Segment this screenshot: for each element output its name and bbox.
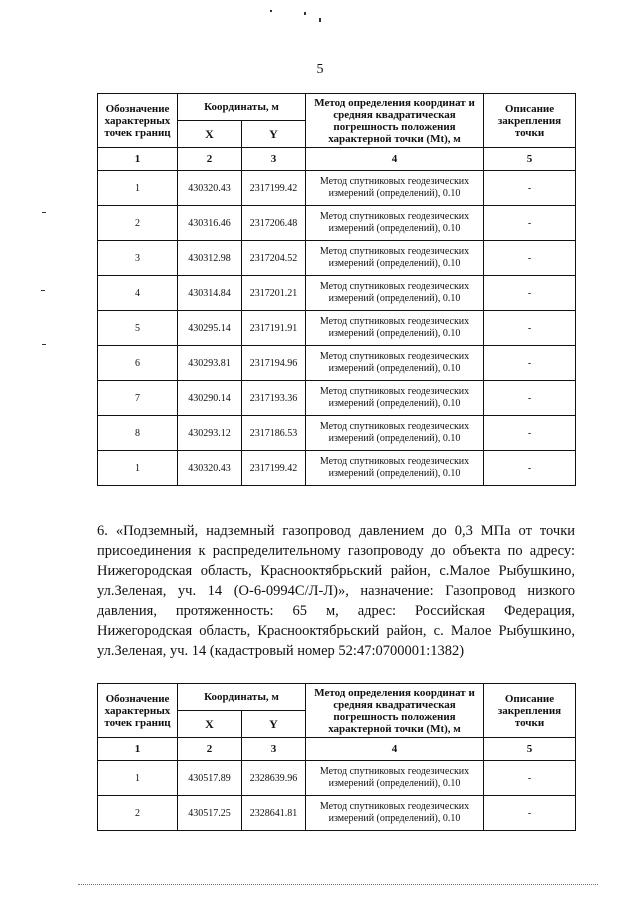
y-coordinate: 2317186.53 (242, 416, 306, 451)
y-coordinate: 2317199.42 (242, 451, 306, 486)
point-number: 1 (98, 171, 178, 206)
x-coordinate: 430316.46 (178, 206, 242, 241)
point-number: 2 (98, 796, 178, 831)
table-row (98, 241, 576, 276)
point-number: 3 (98, 241, 178, 276)
method-text: Метод спутниковых геодезических измерений (определений), 0.10 (306, 346, 484, 381)
column-number: 1 (98, 738, 178, 761)
table-row (98, 761, 576, 796)
header-y: Y (242, 121, 306, 148)
y-coordinate: 2317191.91 (242, 311, 306, 346)
x-coordinate: 430314.84 (178, 276, 242, 311)
column-number: 5 (484, 738, 576, 761)
header-point: Обозначение характерных точек границ (98, 94, 178, 148)
point-description: - (484, 451, 576, 486)
point-description: - (484, 311, 576, 346)
column-number: 3 (242, 148, 306, 171)
y-coordinate: 2328641.81 (242, 796, 306, 831)
y-coordinate: 2317206.48 (242, 206, 306, 241)
method-text: Метод спутниковых геодезических измерений (определений), 0.10 (306, 416, 484, 451)
point-description: - (484, 761, 576, 796)
scan-mark (41, 290, 45, 291)
method-text: Метод спутниковых геодезических измерений (определений), 0.10 (306, 241, 484, 276)
method-text: Метод спутниковых геодезических измерений (определений), 0.10 (306, 451, 484, 486)
point-description: - (484, 241, 576, 276)
x-coordinate: 430517.25 (178, 796, 242, 831)
point-number: 6 (98, 346, 178, 381)
point-description: - (484, 416, 576, 451)
column-number: 2 (178, 148, 242, 171)
method-text: Метод спутниковых геодезических измерений (определений), 0.10 (306, 381, 484, 416)
table-row (98, 346, 576, 381)
table-row (98, 171, 576, 206)
page-number: 5 (316, 62, 324, 77)
column-number-row (98, 738, 576, 761)
header-description: Описание закрепления точки (484, 94, 576, 148)
scan-mark (270, 10, 272, 12)
method-text: Метод спутниковых геодезических измерений (определений), 0.10 (306, 206, 484, 241)
method-text: Метод спутниковых геодезических измерений (определений), 0.10 (306, 276, 484, 311)
point-number: 2 (98, 206, 178, 241)
scan-mark (42, 344, 46, 345)
column-number: 2 (178, 738, 242, 761)
header-point: Обозначение характерных точек границ (98, 684, 178, 738)
x-coordinate: 430312.98 (178, 241, 242, 276)
scan-mark (304, 12, 306, 15)
y-coordinate: 2317194.96 (242, 346, 306, 381)
table-row (98, 206, 576, 241)
x-coordinate: 430293.81 (178, 346, 242, 381)
header-coords: Координаты, м (178, 684, 306, 711)
coordinates-table-1 (97, 93, 576, 486)
table-row (98, 796, 576, 831)
table-row (98, 311, 576, 346)
bottom-rule (78, 884, 598, 885)
header-coords: Координаты, м (178, 94, 306, 121)
method-text: Метод спутниковых геодезических измерений (определений), 0.10 (306, 796, 484, 831)
column-number: 5 (484, 148, 576, 171)
scan-mark (42, 212, 46, 213)
coordinates-table-2 (97, 683, 576, 831)
method-text: Метод спутниковых геодезических измерений (определений), 0.10 (306, 761, 484, 796)
column-number-row (98, 148, 576, 171)
y-coordinate: 2317201.21 (242, 276, 306, 311)
point-number: 7 (98, 381, 178, 416)
point-description: - (484, 206, 576, 241)
point-description: - (484, 171, 576, 206)
header-x: X (178, 711, 242, 738)
x-coordinate: 430295.14 (178, 311, 242, 346)
y-coordinate: 2328639.96 (242, 761, 306, 796)
column-number: 3 (242, 738, 306, 761)
table-row (98, 381, 576, 416)
x-coordinate: 430320.43 (178, 171, 242, 206)
point-description: - (484, 346, 576, 381)
x-coordinate: 430290.14 (178, 381, 242, 416)
table-row (98, 276, 576, 311)
point-number: 1 (98, 451, 178, 486)
point-description: - (484, 796, 576, 831)
point-number: 1 (98, 761, 178, 796)
column-number: 4 (306, 738, 484, 761)
table-row (98, 416, 576, 451)
header-y: Y (242, 711, 306, 738)
scan-mark (319, 18, 321, 22)
table-row (98, 451, 576, 486)
x-coordinate: 430320.43 (178, 451, 242, 486)
column-number: 4 (306, 148, 484, 171)
method-text: Метод спутниковых геодезических измерений (определений), 0.10 (306, 311, 484, 346)
point-number: 5 (98, 311, 178, 346)
x-coordinate: 430293.12 (178, 416, 242, 451)
header-description: Описание закрепления точки (484, 684, 576, 738)
y-coordinate: 2317204.52 (242, 241, 306, 276)
header-method: Метод определения координат и средняя квадратическая погрешность положения характерной точки (Mt), м (306, 684, 484, 738)
object-description-paragraph: 6. «Подземный, надземный газопровод давлением до 0,3 МПа от точки присоединения к распределительному газопроводу до объекта по адресу: Нижегородская область, Краснооктябрьский район, с.Малое Рыбушкино, ул.Зеленая, уч. 14 (О-6-0994С/Л-Л)», назначение: Газопровод низкого давления, протяженность: 65 м, адрес: Российская Федерация, Нижегородская область, Краснооктябрьский район, с. Малое Рыбушкино, ул.Зеленая, уч. 14 (кадастровый номер 52:47:0700001:1382) (97, 523, 575, 659)
method-text: Метод спутниковых геодезических измерений (определений), 0.10 (306, 171, 484, 206)
y-coordinate: 2317199.42 (242, 171, 306, 206)
column-number: 1 (98, 148, 178, 171)
x-coordinate: 430517.89 (178, 761, 242, 796)
header-method: Метод определения координат и средняя квадратическая погрешность положения характерной точки (Mt), м (306, 94, 484, 148)
point-number: 4 (98, 276, 178, 311)
point-description: - (484, 381, 576, 416)
point-number: 8 (98, 416, 178, 451)
header-x: X (178, 121, 242, 148)
point-description: - (484, 276, 576, 311)
y-coordinate: 2317193.36 (242, 381, 306, 416)
